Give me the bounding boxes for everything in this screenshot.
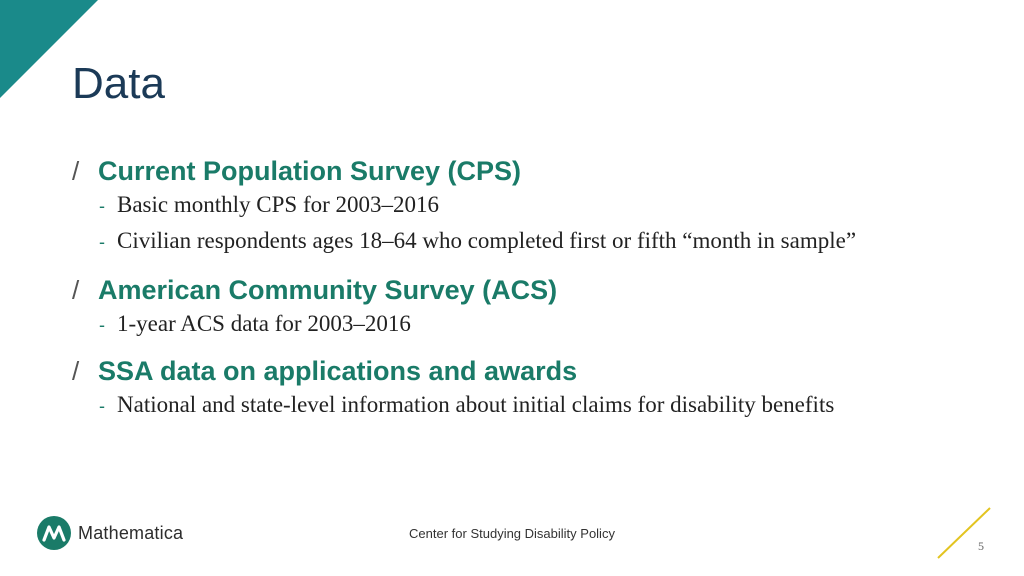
dash-marker: - — [99, 232, 105, 252]
bullet-text: National and state-level information about initial claims for disability benefits — [117, 392, 835, 417]
dash-marker: - — [99, 315, 105, 335]
bullet-text: Basic monthly CPS for 2003–2016 — [117, 192, 440, 217]
section-heading-row — [72, 356, 834, 392]
section-heading-acs: American Community Survey (ACS) — [98, 275, 558, 305]
slash-marker: / — [72, 356, 80, 386]
section-heading-ssa: SSA data on applications and awards — [98, 356, 578, 386]
logo-wordmark: Mathematica — [78, 522, 184, 543]
section-heading-cps: Current Population Survey (CPS) — [98, 156, 522, 186]
dash-marker: - — [99, 196, 105, 216]
bullet-text: Civilian respondents ages 18–64 who completed first or fifth “month in sample” — [117, 228, 857, 253]
footer-center-text: Center for Studying Disability Policy — [409, 526, 615, 541]
slash-marker: / — [72, 275, 80, 305]
section-acs — [72, 275, 557, 347]
section-heading-row — [72, 275, 557, 311]
section-cps — [72, 156, 856, 264]
slide-title: Data — [72, 59, 165, 108]
bullet-item — [72, 392, 834, 428]
bullet-item — [72, 192, 856, 228]
bullet-item — [72, 228, 856, 264]
bullet-item — [72, 311, 557, 347]
slash-marker: / — [72, 156, 80, 186]
section-ssa — [72, 356, 834, 428]
dash-marker: - — [99, 396, 105, 416]
section-heading-row — [72, 156, 856, 192]
page-number: 5 — [978, 539, 984, 553]
bullet-text: 1-year ACS data for 2003–2016 — [117, 311, 411, 336]
